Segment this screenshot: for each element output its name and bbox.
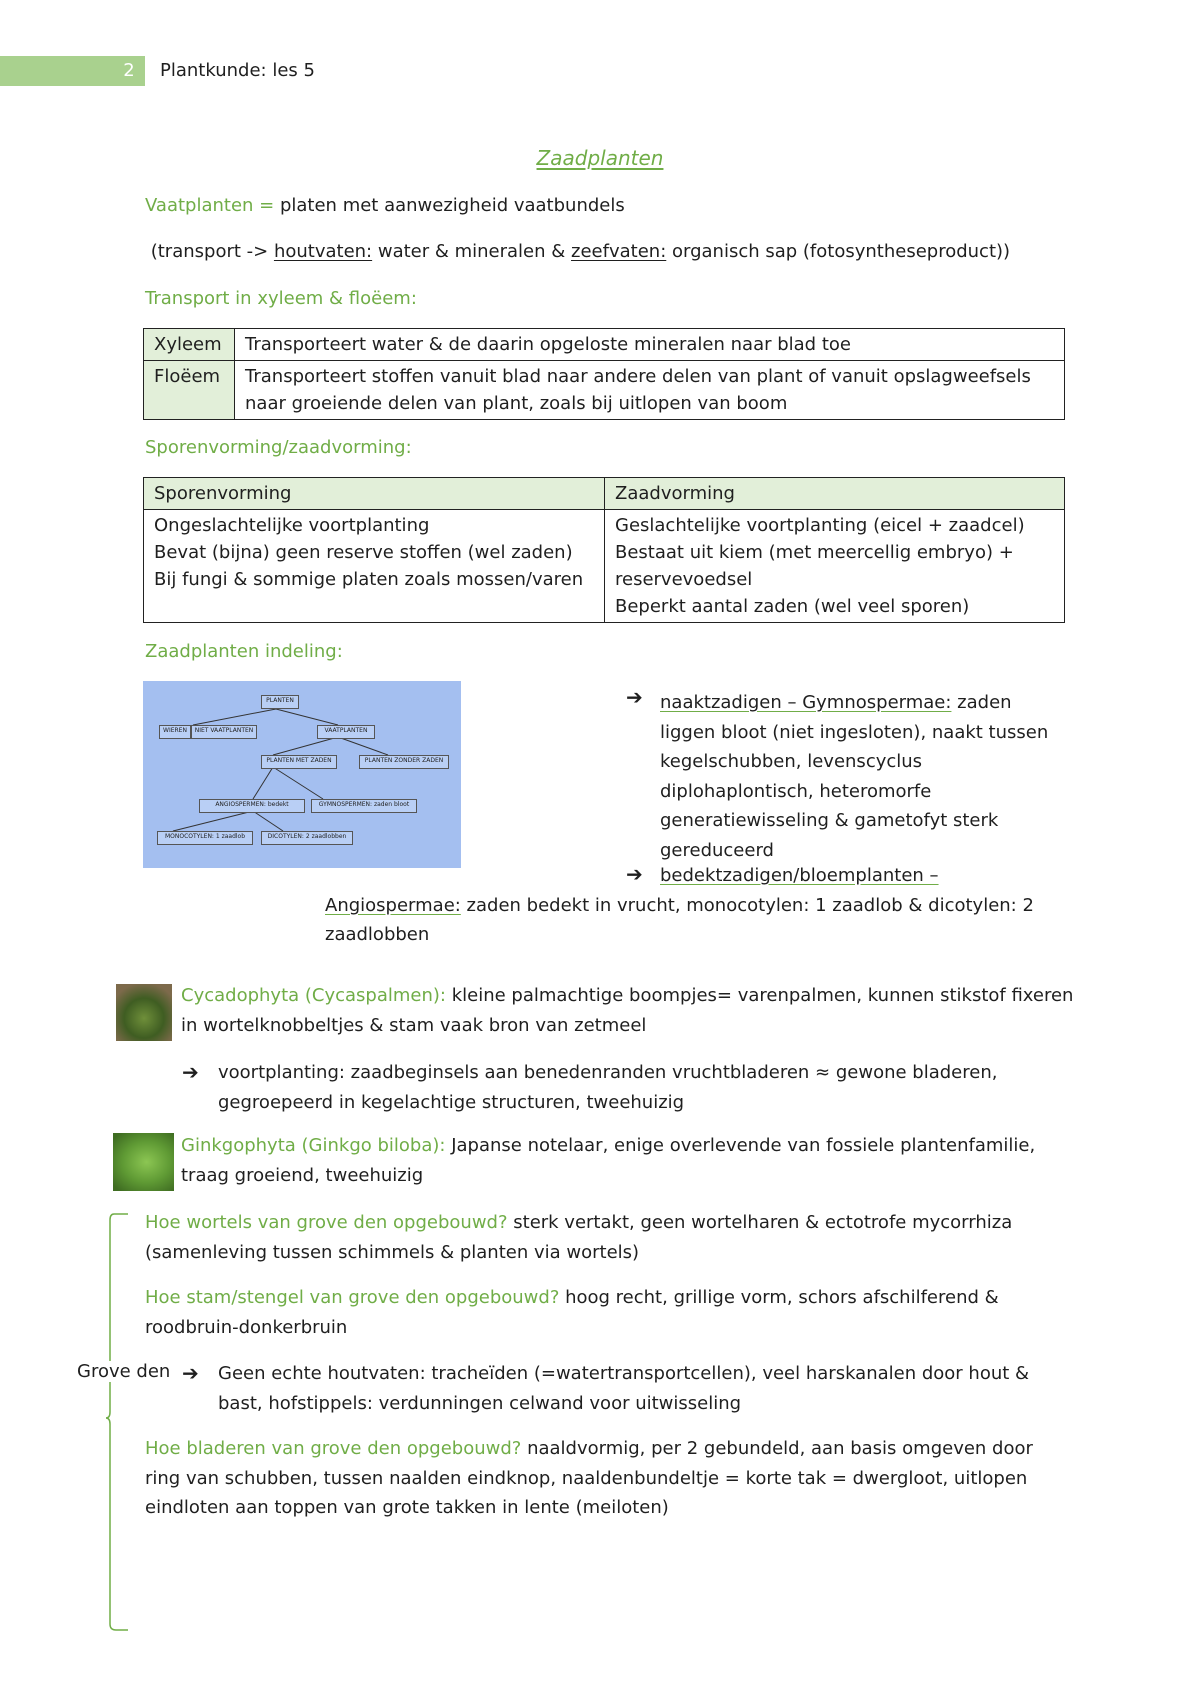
diagram-node-planten: PLANTEN — [261, 695, 299, 709]
cycas-photo — [116, 984, 172, 1041]
naaktzadigen-text: naaktzadigen – Gymnospermae: zaden liggen bloot (niet ingesloten), naakt tussen kegelschubben, levenscyclus diplohaplontisch, heteromorfe generatiewisseling & gametofyt sterk gereduceerd — [660, 692, 1049, 861]
transport-line: (transport -> houtvaten: water & mineralen & zeefvaten: organisch sap (fotosyntheseproduct)) — [145, 241, 1011, 262]
arrow-right-icon: ➔ — [626, 685, 643, 709]
sporen-table — [143, 477, 1065, 623]
diagram-node-zonder-zaden: PLANTEN ZONDER ZADEN — [359, 755, 449, 769]
floeem-label: Floëem — [144, 361, 235, 420]
bladeren-line1: Hoe bladeren van grove den opgebouwd? naaldvormig, per 2 gebundeld, aan basis omgeven door — [145, 1438, 1033, 1459]
diagram-node-monocotylen: MONOCOTYLEN: 1 zaadlob — [157, 831, 253, 845]
grove-den-label: Grove den — [77, 1361, 171, 1382]
wortels-line2: (samenleving tussen schimmels & planten via wortels) — [145, 1242, 640, 1263]
bladeren-line2: ring van schubben, tussen naalden eindknop, naaldenbundeltje = korte tak = dwergloot, uitlopen — [145, 1468, 1028, 1489]
table-row — [144, 478, 1065, 510]
wortels-line1: Hoe wortels van grove den opgebouwd? sterk vertakt, geen wortelharen & ectotrofe mycorrhiza — [145, 1212, 1013, 1233]
zaadvorming-cell: Geslachtelijke voortplanting (eicel + zaadcel) Bestaat uit kiem (met meercellig embryo) + reservevoedsel Beperkt aantal zaden (wel veel sporen) — [605, 510, 1065, 623]
transport-table — [143, 328, 1065, 420]
diagram-node-angiospermen: ANGIOSPERMEN: bedekt — [199, 799, 305, 813]
ginkgophyta-line1: Ginkgophyta (Ginkgo biloba): Japanse notelaar, enige overlevende van fossiele plantenfamilie, — [181, 1135, 1036, 1156]
diagram-node-met-zaden: PLANTEN MET ZADEN — [261, 755, 337, 769]
bedektzadigen-line2: zaadlobben — [325, 924, 430, 945]
sporen-heading: Sporenvorming/zaadvorming: — [145, 437, 412, 458]
sporenvorming-header: Sporenvorming — [144, 478, 605, 510]
stam-line1: Hoe stam/stengel van grove den opgebouwd? hoog recht, grillige vorm, schors afschilferend & — [145, 1287, 999, 1308]
ginkgophyta-line2: traag groeiend, tweehuizig — [181, 1165, 424, 1186]
cycadophyta-voortplanting-line1: voortplanting: zaadbeginsels aan benedenranden vruchtbladeren ≈ gewone bladeren, — [218, 1062, 998, 1083]
indeling-heading: Zaadplanten indeling: — [145, 641, 343, 662]
cycadophyta-voortplanting-line2: gegroepeerd in kegelachtige structuren, tweehuizig — [218, 1092, 685, 1113]
header-title: Plantkunde: les 5 — [160, 60, 315, 81]
arrow-right-icon: ➔ — [182, 1361, 199, 1385]
diagram-node-vaatplanten: VAATPLANTEN — [317, 725, 375, 739]
xyleem-label: Xyleem — [144, 329, 235, 361]
arrow-right-icon: ➔ — [182, 1060, 199, 1084]
bladeren-line3: eindloten aan toppen van grote takken in lente (meiloten) — [145, 1497, 669, 1518]
table-row — [144, 329, 1065, 361]
diagram-node-wieren: WIEREN — [159, 725, 191, 739]
ginkgo-photo — [113, 1133, 174, 1191]
table-row — [144, 361, 1065, 420]
table-row — [144, 510, 1065, 623]
bedektzadigen-line1: Angiospermae: zaden bedekt in vrucht, monocotylen: 1 zaadlob & dicotylen: 2 — [325, 895, 1034, 916]
diagram-node-dicotylen: DICOTYLEN: 2 zaadlobben — [261, 831, 353, 845]
zaadvorming-header: Zaadvorming — [605, 478, 1065, 510]
grove-den-bracket — [96, 1212, 132, 1632]
page-number: 2 — [123, 60, 135, 81]
diagram-node-gymnospermen: GYMNOSPERMEN: zaden bloot — [311, 799, 417, 813]
document-title: Zaadplanten — [536, 146, 664, 170]
plant-classification-diagram — [143, 681, 461, 868]
arrow-right-icon: ➔ — [626, 862, 643, 886]
diagram-node-niet-vaatplanten: NIET VAATPLANTEN — [191, 725, 257, 739]
cycadophyta-line1: Cycadophyta (Cycaspalmen): kleine palmachtige boompjes= varenpalmen, kunnen stikstof fixeren — [181, 985, 1074, 1006]
cycadophyta-line2: in wortelknobbeltjes & stam vaak bron van zetmeel — [181, 1015, 647, 1036]
sporenvorming-cell: Ongeslachtelijke voortplanting Bevat (bijna) geen reserve stoffen (wel zaden) Bij fungi & sommige platen zoals mossen/varen — [144, 510, 605, 623]
stam-houtvaten-line1: Geen echte houtvaten: tracheïden (=watertransportcellen), veel harskanalen door hout & — [218, 1363, 1030, 1384]
floeem-description: Transporteert stoffen vanuit blad naar andere delen van plant of vanuit opslagweefsels naar groeiende delen van plant, zoals bij uitlopen van boom — [235, 361, 1065, 420]
vaatplanten-definition: Vaatplanten = platen met aanwezigheid vaatbundels — [145, 195, 625, 216]
stam-line2: roodbruin-donkerbruin — [145, 1317, 348, 1338]
stam-houtvaten-line2: bast, hofstippels: verdunningen celwand voor uitwisseling — [218, 1393, 742, 1414]
xyleem-description: Transporteert water & de daarin opgeloste mineralen naar blad toe — [235, 329, 1065, 361]
bedektzadigen-term: bedektzadigen/bloemplanten – — [660, 865, 939, 886]
transport-heading: Transport in xyleem & floëem: — [145, 288, 417, 309]
